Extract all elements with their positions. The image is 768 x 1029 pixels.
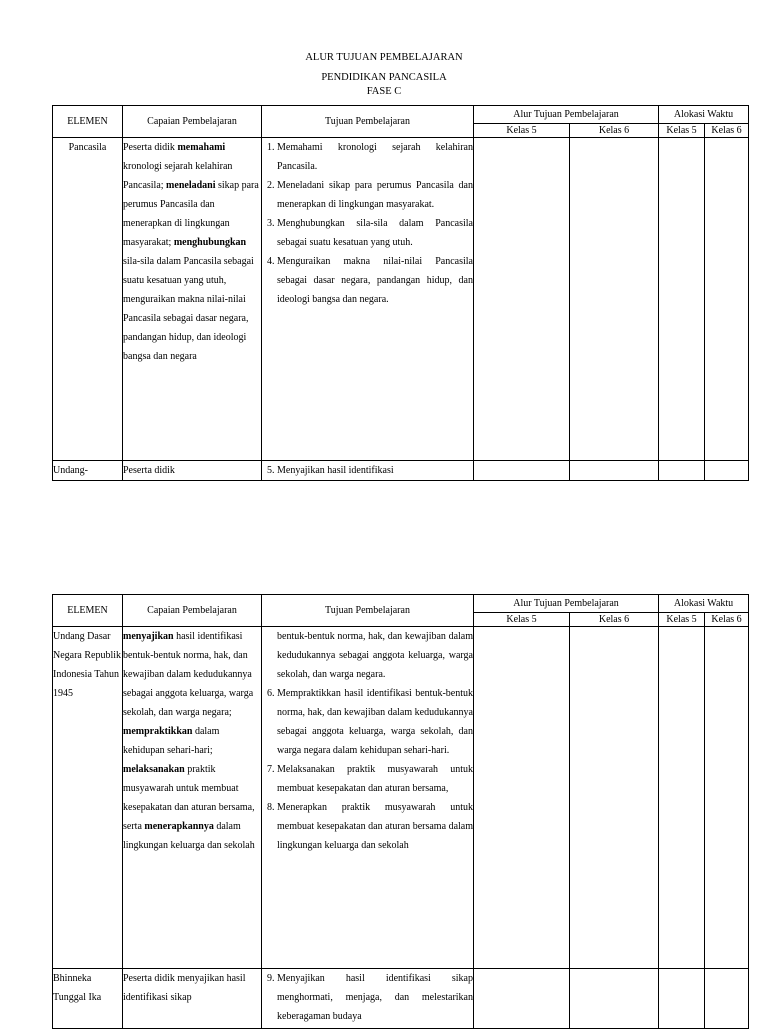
header-elemen: ELEMEN xyxy=(53,595,123,627)
tujuan-item: 3. Menghubungkan sila-sila dalam Pancasila sebagai suatu kesatuan yang utuh. xyxy=(277,214,473,252)
elemen-cell: Undang Dasar Negara Republik Indonesia Tahun 1945 xyxy=(53,627,123,969)
table-row xyxy=(53,627,749,969)
text-run: praktik musyawarah untuk membuat kesepakatan dan aturan bersama, serta xyxy=(123,764,255,832)
header-alokasi-kelas6: Kelas 6 xyxy=(705,613,749,627)
table-row xyxy=(53,138,749,461)
key-verb: menyajikan xyxy=(123,631,174,642)
alokasi-kelas6-cell xyxy=(705,627,749,969)
header-alokasi: Alokasi Waktu xyxy=(659,106,749,124)
alur-kelas5-cell xyxy=(474,461,570,481)
elemen-cell: Bhinneka Tunggal Ika xyxy=(53,969,123,1029)
text-run: sikap para perumus Pancasila dan menerapkan di lingkungan masyarakat; xyxy=(123,180,259,248)
key-verb: memahami xyxy=(177,142,226,153)
header-alur-kelas6: Kelas 6 xyxy=(570,124,659,138)
tujuan-cell xyxy=(262,461,474,481)
document-title: ALUR TUJUAN PEMBELAJARAN xyxy=(305,52,463,63)
header-alokasi: Alokasi Waktu xyxy=(659,595,749,613)
header-tujuan: Tujuan Pembelajaran xyxy=(262,106,474,138)
tujuan-continuation: bentuk-bentuk norma, hak, dan kewajiban dalam kedudukannya sebagai anggota keluarga, warga sekolah, dan warga negara. xyxy=(277,631,473,680)
header-alokasi-kelas6: Kelas 6 xyxy=(705,124,749,138)
text-run: hasil identifikasi bentuk-bentuk norma, hak, dan kewajiban dalam kedudukannya sebagai anggota keluarga, warga sekolah, dan warga negara; xyxy=(123,631,254,718)
key-verb: melaksanakan xyxy=(123,764,185,775)
document-phase: FASE C xyxy=(366,86,402,97)
header-alokasi-kelas5: Kelas 5 xyxy=(659,124,705,138)
alokasi-kelas6-cell xyxy=(705,461,749,481)
alokasi-kelas5-cell xyxy=(659,461,705,481)
alur-kelas5-cell xyxy=(474,627,570,969)
header-alokasi-kelas5: Kelas 5 xyxy=(659,613,705,627)
document-subject: PENDIDIKAN PANCASILA xyxy=(321,72,447,83)
table-row xyxy=(53,461,749,481)
key-verb: meneladani xyxy=(166,180,216,191)
capaian-cell: Peserta didik menyajikan hasil identifikasi sikap xyxy=(123,969,262,1029)
alur-kelas6-cell xyxy=(570,138,659,461)
tujuan-item: 4. Menguraikan makna nilai-nilai Pancasila sebagai dasar negara, pandangan hidup, dan ideologi bangsa dan negara. xyxy=(277,252,473,309)
tujuan-item: 9. Menyajikan hasil identifikasi sikap menghormati, menjaga, dan melestarikan keberagaman budaya xyxy=(277,969,473,1026)
header-alur-kelas5: Kelas 5 xyxy=(474,124,570,138)
tujuan-list xyxy=(262,461,473,480)
header-elemen: ELEMEN xyxy=(53,106,123,138)
capaian-cell: Peserta didik xyxy=(123,461,262,481)
text-run: dalam kehidupan sehari-hari; xyxy=(123,726,220,756)
alur-kelas5-cell xyxy=(474,969,570,1029)
text-run: dalam lingkungan keluarga dan sekolah xyxy=(123,821,255,851)
elemen-cell: Undang- xyxy=(53,461,123,481)
tujuan-item: 6. Mempraktikkan hasil identifikasi bentuk-bentuk norma, hak, dan kewajiban dalam kedudukannya sebagai anggota keluarga, warga sekolah, dan warga negara dalam kehidupan sehari-hari. xyxy=(277,684,473,760)
tujuan-item: 7. Melaksanakan praktik musyawarah untuk membuat kesepakatan dan aturan bersama, xyxy=(277,760,473,798)
header-alur: Alur Tujuan Pembelajaran xyxy=(474,595,659,613)
alur-kelas5-cell xyxy=(474,138,570,461)
text-run: sila-sila dalam Pancasila sebagai suatu kesatuan yang utuh, menguraikan makna nilai-nilai Pancasila sebagai dasar negara, pandangan hidup, dan ideologi bangsa dan negara xyxy=(123,256,254,362)
key-verb: mempraktikkan xyxy=(123,726,193,737)
header-capaian: Capaian Pembelajaran xyxy=(123,106,262,138)
tujuan-cell xyxy=(262,969,474,1029)
text-run: kronologi sejarah kelahiran Pancasila; xyxy=(123,161,233,191)
tujuan-item: 1. Memahami kronologi sejarah kelahiran Pancasila. xyxy=(277,138,473,176)
tujuan-cell xyxy=(262,627,474,969)
tujuan-item: 8. Menerapkan praktik musyawarah untuk membuat kesepakatan dan aturan bersama dalam lingkungan keluarga dan sekolah xyxy=(277,798,473,855)
alokasi-kelas5-cell xyxy=(659,138,705,461)
alokasi-kelas5-cell xyxy=(659,969,705,1029)
alur-kelas6-cell xyxy=(570,627,659,969)
header-alur: Alur Tujuan Pembelajaran xyxy=(474,106,659,124)
header-alur-kelas5: Kelas 5 xyxy=(474,613,570,627)
tujuan-list xyxy=(262,969,473,1026)
alokasi-kelas6-cell xyxy=(705,969,749,1029)
alokasi-kelas6-cell xyxy=(705,138,749,461)
text-run: Peserta didik xyxy=(123,142,178,153)
tujuan-item: 5. Menyajikan hasil identifikasi xyxy=(277,461,473,480)
alur-kelas6-cell xyxy=(570,461,659,481)
tujuan-cell xyxy=(262,138,474,461)
atp-table-page-1 xyxy=(52,105,749,481)
elemen-cell: Pancasila xyxy=(53,138,123,461)
header-capaian: Capaian Pembelajaran xyxy=(123,595,262,627)
header-tujuan: Tujuan Pembelajaran xyxy=(262,595,474,627)
tujuan-list xyxy=(262,138,473,309)
atp-table-page-2 xyxy=(52,594,749,1029)
key-verb: menerapkannya xyxy=(144,821,214,832)
capaian-cell xyxy=(123,627,262,969)
header-alur-kelas6: Kelas 6 xyxy=(570,613,659,627)
tujuan-list xyxy=(262,684,473,855)
key-verb: menghubungkan xyxy=(173,237,247,248)
alur-kelas6-cell xyxy=(570,969,659,1029)
capaian-cell xyxy=(123,138,262,461)
table-row xyxy=(53,969,749,1029)
alokasi-kelas5-cell xyxy=(659,627,705,969)
tujuan-item: 2. Meneladani sikap para perumus Pancasila dan menerapkan di lingkungan masyarakat. xyxy=(277,176,473,214)
